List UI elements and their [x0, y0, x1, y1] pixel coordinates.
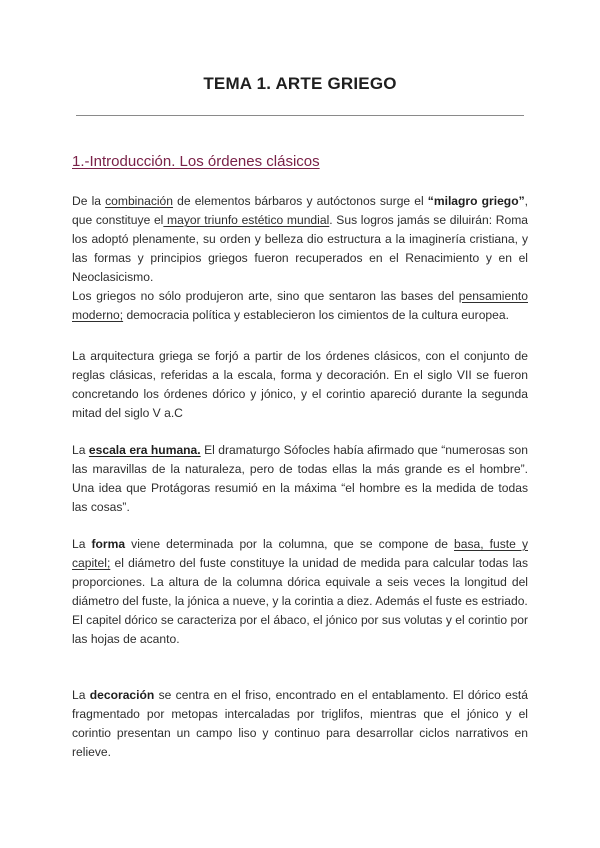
text-run: democracia política y establecieron los cimientos de la cultura europea. [123, 308, 509, 322]
paragraph-escala [72, 441, 528, 517]
text-run: . Sus logros jamás se diluirán: Roma los adoptó plenamente, su orden y belleza dio estructura a la imaginería cristiana, y las formas y principios griegos fueron recuperados en el Renacimiento y en el Neoclasicismo. [72, 213, 529, 284]
term-pensamiento-moderno: pensamiento moderno; [72, 289, 528, 322]
text-run: , que constituye el [72, 194, 528, 227]
document-title: TEMA 1. ARTE GRIEGO [203, 74, 397, 93]
text-run: Los griegos no sólo produjeron arte, sino que sentaron las bases del [72, 289, 459, 303]
text-run: se centra en el friso, encontrado en el entablamento. El dórico está fragmentado por metopas intercaladas por triglifos, mientras que el jónico y el corintio presentan un campo liso y continuo para desarrollar ciclos narrativos en relieve. [72, 688, 529, 759]
term-combinacion: combinación [105, 194, 174, 208]
text-run: De la [72, 194, 106, 208]
paragraph-decoracion [72, 686, 528, 762]
title-divider [76, 115, 524, 116]
term-forma: forma [91, 537, 126, 551]
paragraph-line: El capitel dórico se caracteriza por el ábaco, el jónico por sus volutas y el corintio por las hojas de acanto. [72, 613, 528, 646]
paragraph-introduccion [72, 192, 528, 325]
term-escala-humana: escala era humana. [88, 443, 201, 457]
section-title: 1.-Introducción. Los órdenes clásicos [72, 153, 320, 170]
text-run: de elementos bárbaros y autóctonos surge el [173, 194, 428, 208]
text-run: La [72, 537, 92, 551]
term-decoracion: decoración [89, 688, 155, 702]
text-run: La [72, 688, 90, 702]
text-run: el diámetro del fuste constituye la unidad de medida para calcular todas las proporciones. La altura de la columna dórica equivale a seis veces la longitud del diámetro del fuste, la jónica a nueve, y la corintia a diez. Además el fuste es estriado. [72, 556, 528, 608]
paragraph-forma [72, 535, 528, 649]
paragraph-arquitectura: La arquitectura griega se forjó a partir de los órdenes clásicos, con el conjunto de reglas clásicas, referidas a la escala, forma y decoración. En el siglo VII se fueron concretando los órdenes dórico y jónico, y el corintio apareció durante la segunda mitad del siglo V a.C [72, 349, 528, 420]
term-mayor-triunfo: mayor triunfo estético mundial [163, 213, 330, 227]
text-run: El dramaturgo Sófocles había afirmado que “numerosas son las maravillas de la naturaleza, pero de todas ellas la más grande es el hombre”. Una idea que Protágoras resumió en la máxima “el hombre es la medida de todas las cosas”. [72, 443, 528, 514]
term-milagro-griego: “milagro griego” [427, 194, 525, 208]
paragraph-line [72, 287, 528, 325]
text-run: La [72, 443, 89, 457]
text-run: viene determinada por la columna, que se compone de [125, 537, 455, 551]
term-basa-fuste-capitel: basa, fuste y capitel; [72, 537, 528, 570]
